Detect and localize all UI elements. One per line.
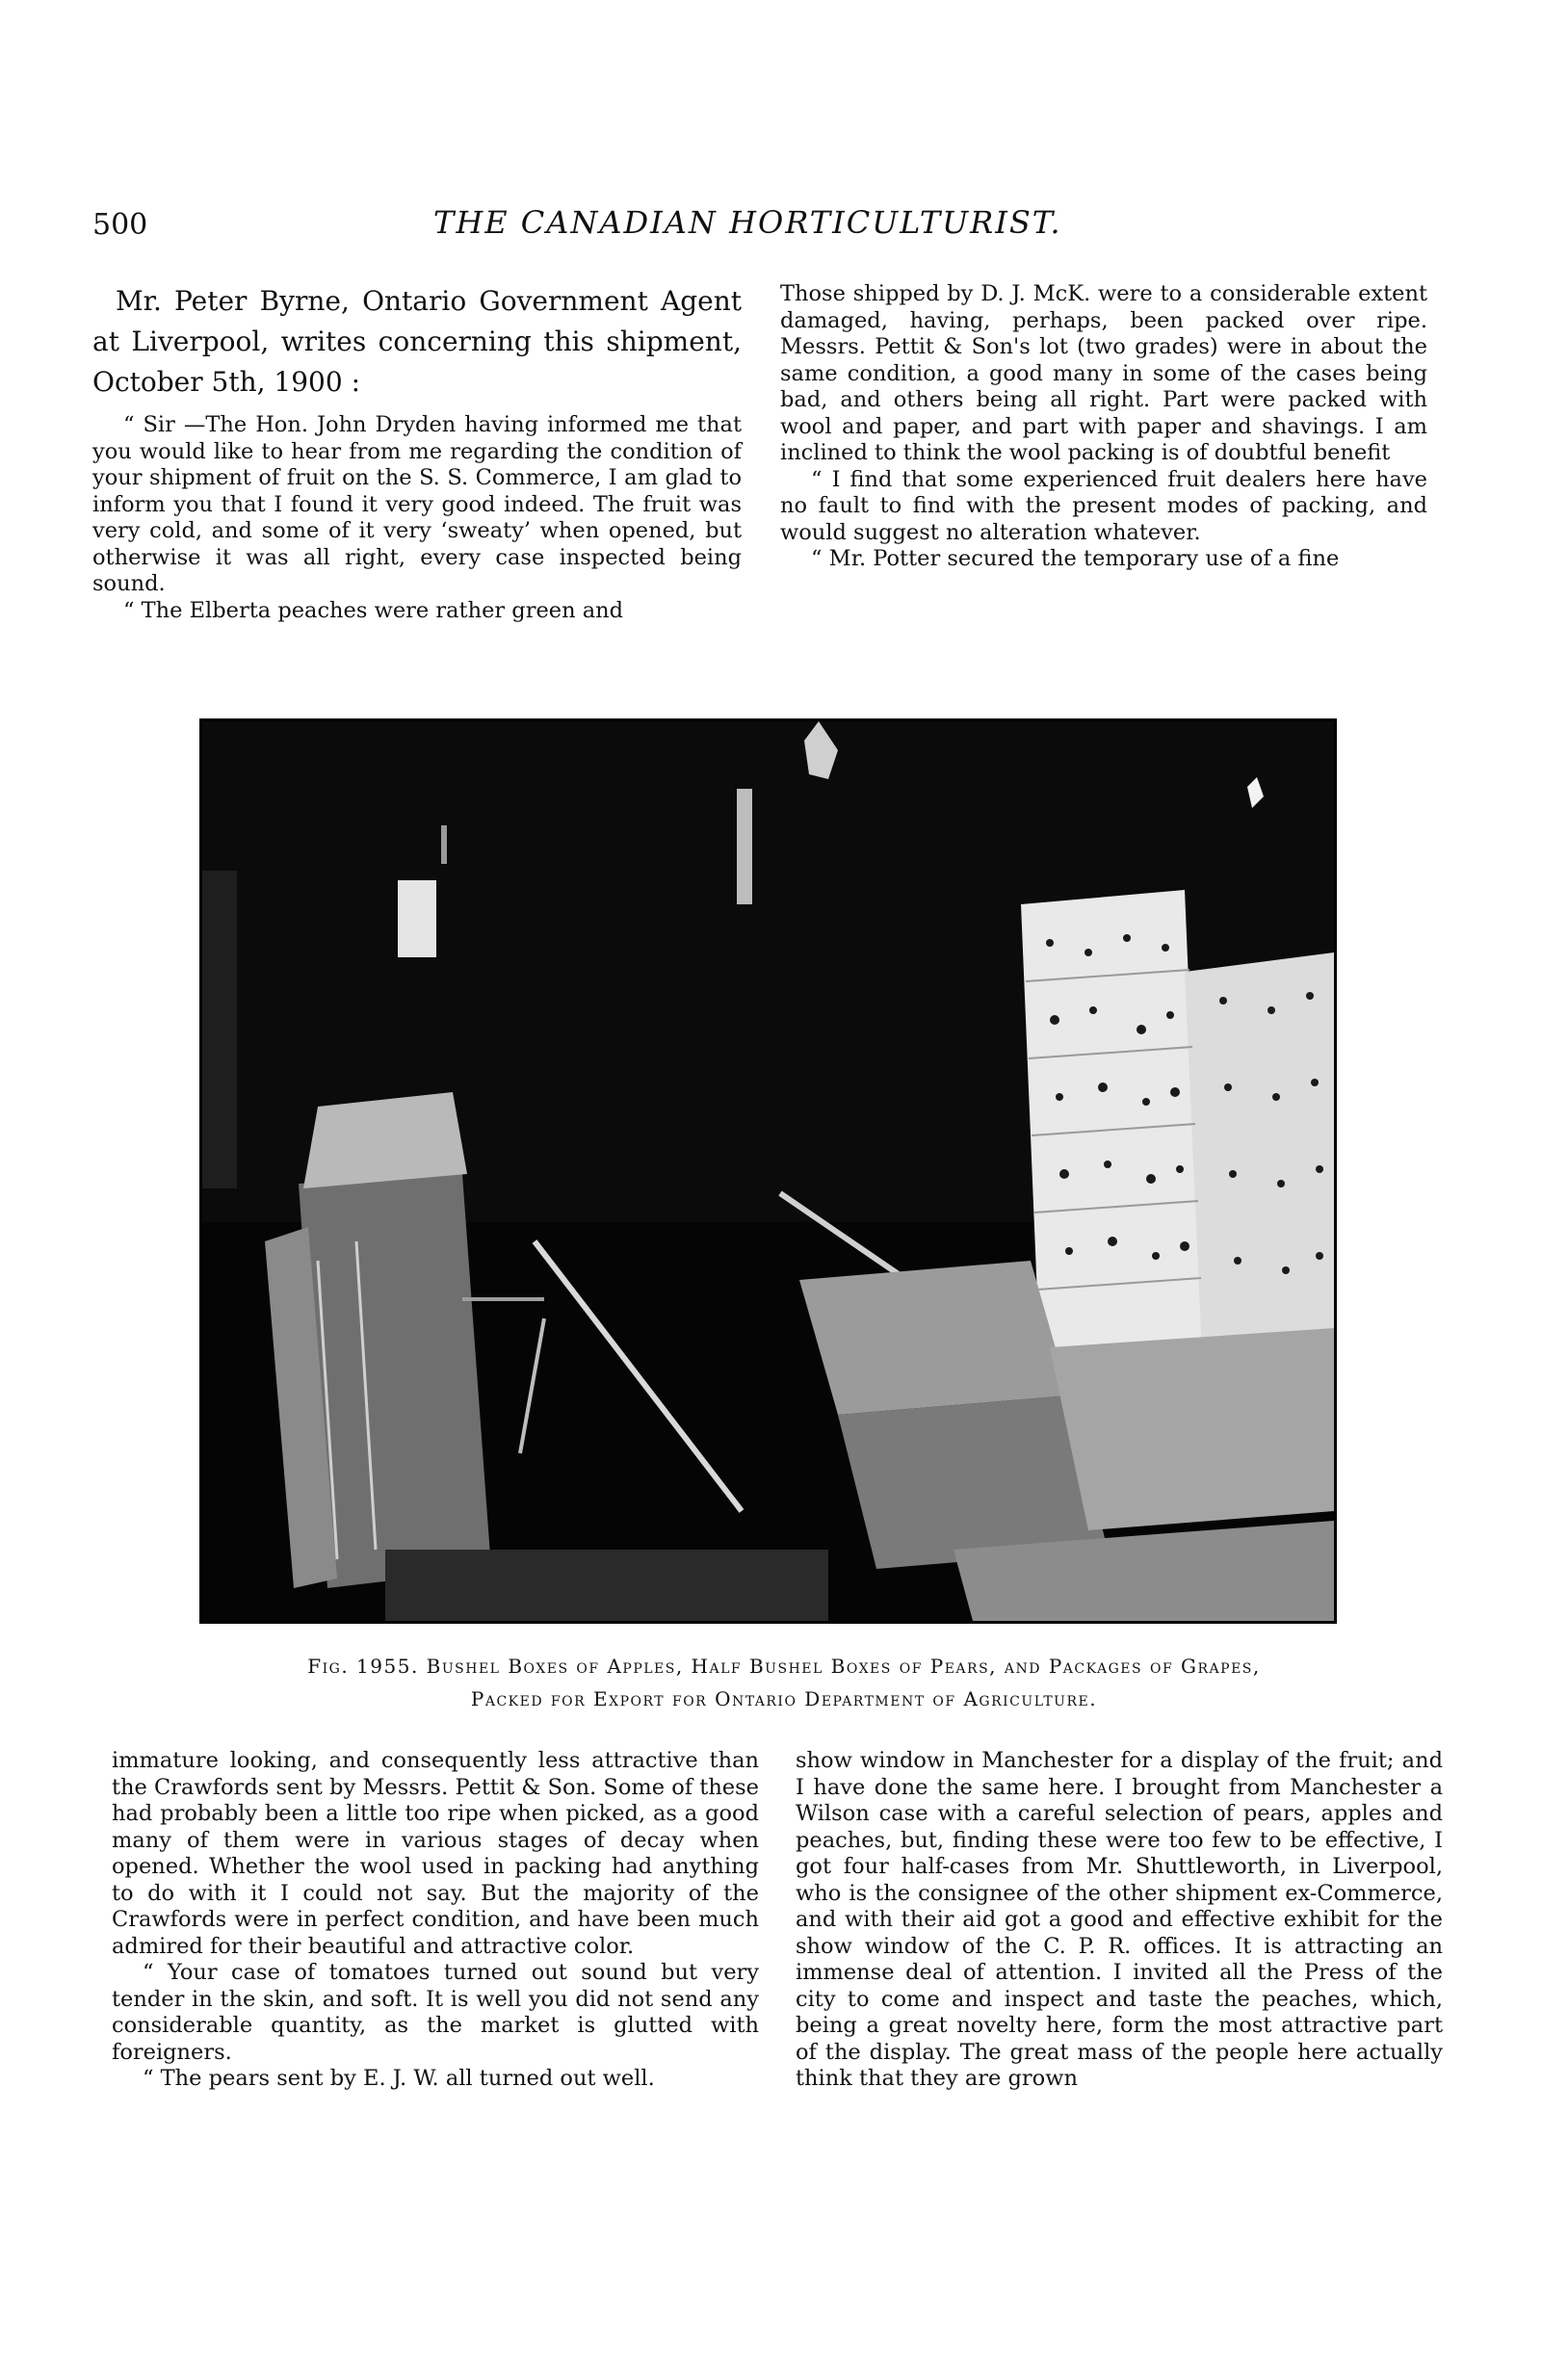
paragraph: Those shipped by D. J. McK. were to a considerable extent damaged, having, perhaps, been packed over ripe. Messrs. Pettit & Son's lot (two grades) were in about the same condition, a good many in some of the cases being bad, and others being all right. Part were packed with wool and paper, and part with paper and shavings. I am inclined to think the wool packing is of doubtful benefit — [780, 281, 1427, 465]
caption-line: Fig. 1955. Bushel Boxes of Apples, Half Bushel Boxes of Pears, and Packages of Grapes, — [307, 1655, 1261, 1678]
fruit-boxes-photo — [202, 721, 1334, 1621]
caption-line: Packed for Export for Ontario Department of Agriculture. — [470, 1687, 1098, 1710]
figure-caption — [87, 1650, 1481, 1715]
page-header — [92, 198, 1441, 247]
paragraph: “ Your case of tomatoes turned out sound but very tender in the skin, and soft. It is well you did not send any considerable quantity, as the market is glutted with foreigners. — [112, 1960, 759, 2065]
column-top-right — [780, 281, 1427, 573]
paragraph: “ Mr. Potter secured the temporary use of a fine — [811, 546, 1340, 571]
column-top-left — [92, 281, 742, 624]
column-bottom-right — [796, 1748, 1443, 2093]
paragraph: “ Sir —The Hon. John Dryden having informed me that you would like to hear from me regarding the condition of your shipment of fruit on the S. S. Commerce, I am glad to inform you that I found it very good indeed. The fruit was very cold, and some of it very ‘sweaty’ when opened, but otherwise it was all right, every case inspected being sound. — [92, 412, 742, 596]
paragraph: “ The pears sent by E. J. W. all turned out well. — [143, 2066, 655, 2091]
paragraph: immature looking, and consequently less attractive than the Crawfords sent by Messrs. Pettit & Son. Some of these had probably been a little too ripe when picked, as a good many of them were in various stages of decay when opened. Whether the wool used in packing had anything to do with it I could not say. But the majority of the Crawfords were in perfect condition, and have been much admired for their beautiful and attractive color. — [112, 1748, 759, 1959]
paragraph: “ I find that some experienced fruit dealers here have no fault to find with the present modes of packing, and would suggest no alteration whatever. — [780, 466, 1427, 545]
figure-photograph — [199, 718, 1337, 1624]
paragraph: “ The Elberta peaches were rather green and — [123, 597, 624, 623]
running-head: THE CANADIAN HORTICULTURIST. — [433, 204, 1062, 241]
intro-paragraph: Mr. Peter Byrne, Ontario Government Agent at Liverpool, writes concerning this shipment, October 5th, 1900 : — [92, 285, 742, 398]
paragraph: show window in Manchester for a display of the fruit; and I have done the same here. I brought from Manchester a Wilson case with a careful selection of pears, apples and peaches, but, finding these were too few to be effective, I got four half-cases from Mr. Shuttleworth, in Liverpool, who is the consignee of the other shipment ex-Commerce, and with their aid got a good and effective exhibit for the show window of the C. P. R. offices. It is attracting an immense deal of attention. I invited all the Press of the city to come and inspect and taste the peaches, which, being a great novelty here, form the most attractive part of the display. The great mass of the people here actually think that they are grown — [796, 1748, 1443, 2091]
column-bottom-left — [112, 1748, 759, 2093]
page-number: 500 — [92, 208, 148, 242]
